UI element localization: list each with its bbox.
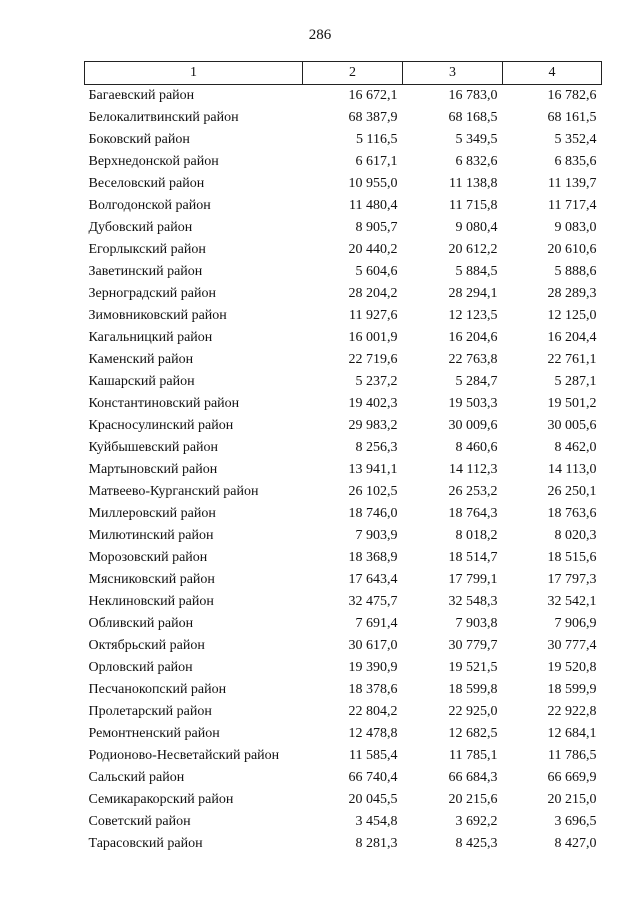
value-cell-col4: 30 777,4 [547, 638, 597, 653]
value-cell-col2: 66 740,4 [348, 770, 398, 785]
value-cell-col3: 20 612,2 [448, 242, 498, 257]
table-row [85, 85, 602, 108]
value-cell-col2: 68 387,9 [348, 110, 398, 125]
table-row [85, 371, 602, 393]
value-cell-col2: 18 746,0 [348, 506, 398, 521]
value-cell-col3: 30 779,7 [448, 638, 498, 653]
value-cell-col2: 30 617,0 [348, 638, 398, 653]
table-row [85, 811, 602, 833]
district-name-cell: Советский район [88, 814, 191, 829]
table-row [85, 415, 602, 437]
value-cell-col4: 12 684,1 [547, 726, 597, 741]
table-row [85, 261, 602, 283]
value-cell-col2: 11 927,6 [349, 308, 398, 323]
table-row [85, 745, 602, 767]
district-name-cell: Родионово-Несветайский район [88, 748, 280, 763]
table-row [85, 151, 602, 173]
value-cell-col4: 20 215,0 [547, 792, 597, 807]
table-row [85, 569, 602, 591]
value-cell-col4: 18 515,6 [547, 550, 597, 565]
value-cell-col3: 66 684,3 [448, 770, 498, 785]
table-row [85, 107, 602, 129]
value-cell-col2: 5 116,5 [356, 132, 398, 147]
value-cell-col3: 8 460,6 [455, 440, 498, 455]
column-header-4: 4 [503, 62, 602, 85]
value-cell-col3: 9 080,4 [455, 220, 498, 235]
value-cell-col4: 8 020,3 [554, 528, 597, 543]
district-name-cell: Зимовниковский район [88, 308, 227, 323]
table-row [85, 503, 602, 525]
table-row [85, 349, 602, 371]
value-cell-col2: 8 256,3 [355, 440, 398, 455]
district-name-cell: Ремонтненский район [88, 726, 220, 741]
district-name-cell: Октябрьский район [88, 638, 205, 653]
value-cell-col2: 13 941,1 [348, 462, 398, 477]
district-name-cell: Кашарский район [88, 374, 195, 389]
value-cell-col3: 22 925,0 [448, 704, 498, 719]
value-cell-col3: 18 764,3 [448, 506, 498, 521]
value-cell-col2: 12 478,8 [348, 726, 398, 741]
value-cell-col3: 32 548,3 [448, 594, 498, 609]
district-name-cell: Заветинский район [88, 264, 203, 279]
district-name-cell: Боковский район [88, 132, 190, 147]
district-name-cell: Егорлыкский район [88, 242, 206, 257]
table-row [85, 525, 602, 547]
value-cell-col2: 8 281,3 [355, 836, 398, 851]
value-cell-col4: 26 250,1 [547, 484, 597, 499]
value-cell-col4: 30 005,6 [547, 418, 597, 433]
table-row [85, 173, 602, 195]
value-cell-col4: 66 669,9 [547, 770, 597, 785]
district-name-cell: Дубовский район [88, 220, 193, 235]
value-cell-col4: 11 717,4 [548, 198, 597, 213]
district-name-cell: Матвеево-Курганский район [88, 484, 259, 499]
district-name-cell: Константиновский район [88, 396, 240, 411]
value-cell-col3: 8 425,3 [455, 836, 498, 851]
district-name-cell: Зерноградский район [88, 286, 216, 301]
value-cell-col4: 18 599,9 [547, 682, 597, 697]
table-row [85, 767, 602, 789]
column-header-1: 1 [85, 62, 303, 85]
value-cell-col2: 18 378,6 [348, 682, 398, 697]
value-cell-col3: 19 503,3 [448, 396, 498, 411]
value-cell-col2: 19 390,9 [348, 660, 398, 675]
value-cell-col3: 11 138,8 [449, 176, 498, 191]
table-row [85, 239, 602, 261]
district-name-cell: Волгодонской район [88, 198, 211, 213]
district-name-cell: Орловский район [88, 660, 193, 675]
value-cell-col2: 5 604,6 [355, 264, 398, 279]
district-name-cell: Милютинский район [88, 528, 214, 543]
value-cell-col4: 11 139,7 [548, 176, 597, 191]
table-row [85, 129, 602, 151]
value-cell-col4: 28 289,3 [547, 286, 597, 301]
value-cell-col2: 7 903,9 [355, 528, 398, 543]
value-cell-col3: 11 715,8 [449, 198, 498, 213]
value-cell-col3: 16 204,6 [448, 330, 498, 345]
page-number: 286 [308, 27, 332, 43]
value-cell-col4: 16 204,4 [547, 330, 597, 345]
table-row [85, 789, 602, 811]
value-cell-col2: 18 368,9 [348, 550, 398, 565]
district-name-cell: Белокалитвинский район [88, 110, 239, 125]
value-cell-col4: 7 906,9 [554, 616, 597, 631]
value-cell-col3: 16 783,0 [448, 88, 498, 103]
value-cell-col3: 19 521,5 [448, 660, 498, 675]
value-cell-col3: 5 884,5 [455, 264, 498, 279]
table-row [85, 591, 602, 613]
value-cell-col2: 7 691,4 [355, 616, 398, 631]
value-cell-col3: 30 009,6 [448, 418, 498, 433]
value-cell-col2: 22 719,6 [348, 352, 398, 367]
value-cell-col2: 16 001,9 [348, 330, 398, 345]
value-cell-col4: 3 696,5 [554, 814, 597, 829]
value-cell-col3: 26 253,2 [448, 484, 498, 499]
table-row [85, 283, 602, 305]
value-cell-col3: 18 514,7 [448, 550, 498, 565]
value-cell-col3: 12 123,5 [448, 308, 498, 323]
value-cell-col2: 8 905,7 [355, 220, 398, 235]
column-header-3: 3 [403, 62, 503, 85]
value-cell-col2: 20 045,5 [348, 792, 398, 807]
value-cell-col4: 8 427,0 [554, 836, 597, 851]
value-cell-col2: 17 643,4 [348, 572, 398, 587]
table-row [85, 547, 602, 569]
value-cell-col4: 32 542,1 [547, 594, 597, 609]
table-row [85, 613, 602, 635]
table-row [85, 701, 602, 723]
value-cell-col2: 5 237,2 [355, 374, 398, 389]
table-row [85, 393, 602, 415]
value-cell-col3: 3 692,2 [455, 814, 498, 829]
value-cell-col3: 11 785,1 [449, 748, 498, 763]
district-name-cell: Песчанокопский район [88, 682, 227, 697]
value-cell-col4: 5 287,1 [554, 374, 597, 389]
district-table [84, 61, 602, 855]
district-name-cell: Веселовский район [88, 176, 205, 191]
district-name-cell: Мясниковский район [88, 572, 215, 587]
table-row [85, 657, 602, 679]
value-cell-col4: 68 161,5 [547, 110, 597, 125]
value-cell-col4: 22 761,1 [547, 352, 597, 367]
value-cell-col4: 19 520,8 [547, 660, 597, 675]
district-name-cell: Красносулинский район [88, 418, 234, 433]
district-name-cell: Миллеровский район [88, 506, 216, 521]
value-cell-col3: 12 682,5 [448, 726, 498, 741]
value-cell-col2: 16 672,1 [348, 88, 398, 103]
district-name-cell: Морозовский район [88, 550, 208, 565]
value-cell-col4: 6 835,6 [554, 154, 597, 169]
district-name-cell: Каменский район [88, 352, 194, 367]
table-row [85, 327, 602, 349]
value-cell-col2: 22 804,2 [348, 704, 398, 719]
value-cell-col3: 5 349,5 [455, 132, 498, 147]
district-name-cell: Пролетарский район [88, 704, 212, 719]
table-row [85, 195, 602, 217]
table-row [85, 459, 602, 481]
value-cell-col3: 17 799,1 [448, 572, 498, 587]
district-name-cell: Куйбышевский район [88, 440, 219, 455]
value-cell-col3: 5 284,7 [455, 374, 498, 389]
value-cell-col2: 26 102,5 [348, 484, 398, 499]
district-name-cell: Семикаракорский район [88, 792, 234, 807]
value-cell-col3: 68 168,5 [448, 110, 498, 125]
value-cell-col4: 12 125,0 [547, 308, 597, 323]
value-cell-col4: 16 782,6 [547, 88, 597, 103]
value-cell-col3: 6 832,6 [455, 154, 498, 169]
district-name-cell: Обливский район [88, 616, 194, 631]
value-cell-col2: 6 617,1 [355, 154, 398, 169]
value-cell-col4: 20 610,6 [547, 242, 597, 257]
district-name-cell: Неклиновский район [88, 594, 214, 609]
value-cell-col3: 8 018,2 [455, 528, 498, 543]
value-cell-col2: 11 480,4 [349, 198, 398, 213]
value-cell-col4: 5 352,4 [554, 132, 597, 147]
value-cell-col2: 29 983,2 [348, 418, 398, 433]
value-cell-col3: 22 763,8 [448, 352, 498, 367]
table-header-row [85, 62, 602, 85]
district-name-cell: Багаевский район [88, 88, 195, 103]
value-cell-col2: 11 585,4 [349, 748, 398, 763]
value-cell-col3: 28 294,1 [448, 286, 498, 301]
column-header-2: 2 [303, 62, 403, 85]
table-row [85, 723, 602, 745]
value-cell-col4: 9 083,0 [554, 220, 597, 235]
value-cell-col2: 28 204,2 [348, 286, 398, 301]
value-cell-col2: 3 454,8 [355, 814, 398, 829]
value-cell-col4: 5 888,6 [554, 264, 597, 279]
district-name-cell: Сальский район [88, 770, 185, 785]
table-row [85, 437, 602, 459]
table-body [85, 85, 602, 856]
value-cell-col3: 20 215,6 [448, 792, 498, 807]
district-name-cell: Мартыновский район [88, 462, 218, 477]
value-cell-col3: 7 903,8 [455, 616, 498, 631]
value-cell-col4: 8 462,0 [554, 440, 597, 455]
table-row [85, 305, 602, 327]
district-name-cell: Кагальницкий район [88, 330, 213, 345]
district-name-cell: Верхнедонской район [88, 154, 219, 169]
value-cell-col3: 18 599,8 [448, 682, 498, 697]
value-cell-col2: 19 402,3 [348, 396, 398, 411]
value-cell-col2: 32 475,7 [348, 594, 398, 609]
table-row [85, 217, 602, 239]
value-cell-col4: 11 786,5 [548, 748, 597, 763]
value-cell-col4: 14 113,0 [548, 462, 597, 477]
district-name-cell: Тарасовский район [88, 836, 203, 851]
value-cell-col4: 19 501,2 [547, 396, 597, 411]
value-cell-col2: 10 955,0 [348, 176, 398, 191]
value-cell-col2: 20 440,2 [348, 242, 398, 257]
table-row [85, 833, 602, 855]
value-cell-col4: 17 797,3 [547, 572, 597, 587]
table-row [85, 481, 602, 503]
value-cell-col4: 18 763,6 [547, 506, 597, 521]
value-cell-col4: 22 922,8 [547, 704, 597, 719]
table-row [85, 635, 602, 657]
value-cell-col3: 14 112,3 [449, 462, 498, 477]
table-row [85, 679, 602, 701]
